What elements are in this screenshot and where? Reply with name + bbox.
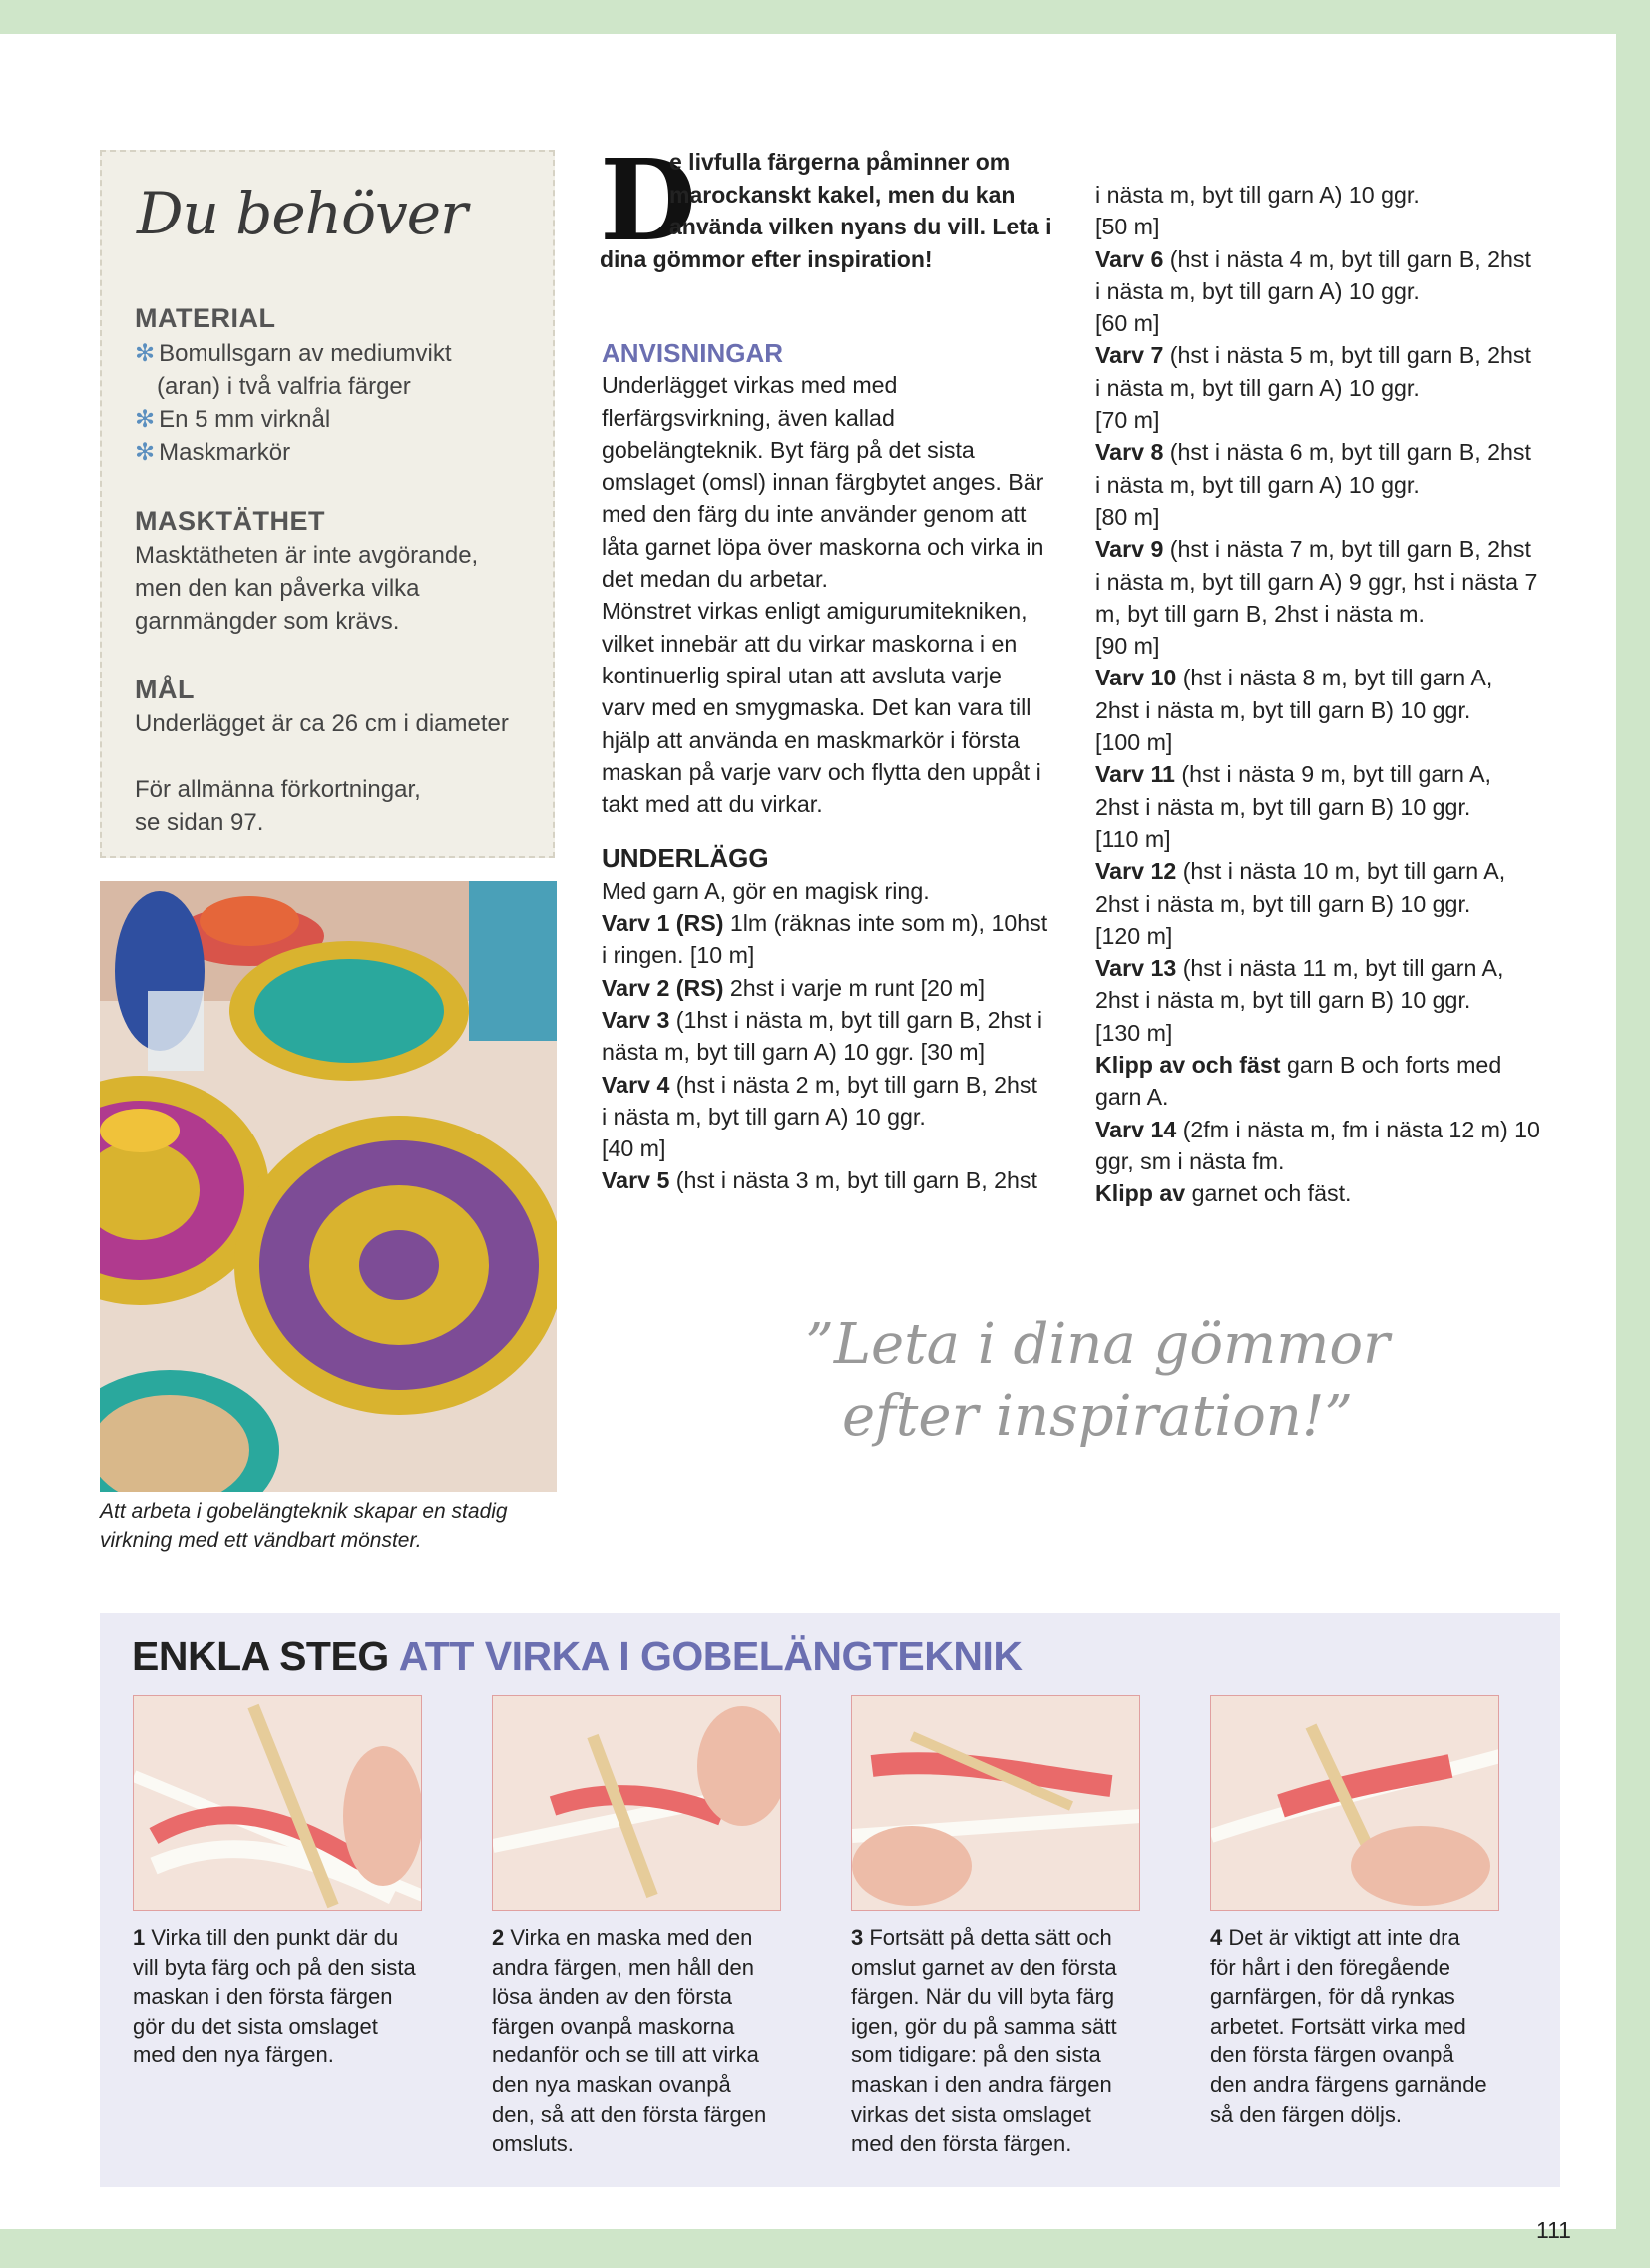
instructions-column xyxy=(602,337,1070,1197)
text-line: kontinuerlig spiral utan att avsluta varje xyxy=(602,662,1002,688)
step-text-line: garnfärgen, för då rynkas xyxy=(1210,1984,1455,2010)
material-item: (aran) i två valfria färger xyxy=(157,373,411,400)
step-text-line: maskan i den andra färgen xyxy=(851,2071,1112,2097)
pattern-line: i nästa m, byt till garn A) 10 ggr. xyxy=(1095,182,1420,208)
pattern-line: i nästa m, byt till garn A) 9 ggr, hst i nästa 7 xyxy=(1095,568,1538,595)
pattern-rows xyxy=(602,875,1070,1197)
pattern-line: [130 m] xyxy=(1095,1019,1173,1046)
pattern-line: Varv 2 (RS) 2hst i varje m runt [20 m] xyxy=(602,974,986,1001)
drop-cap: D xyxy=(600,136,697,266)
pattern-line: ggr, sm i nästa fm. xyxy=(1095,1147,1285,1174)
step-text-line: vill byta färg och på den sista xyxy=(133,1954,416,1980)
text-line: Underlägget virkas med med xyxy=(602,372,898,399)
magazine-page xyxy=(0,34,1616,2243)
pattern-line: Varv 1 (RS) 1lm (räknas inte som m), 10hst xyxy=(602,910,1048,937)
pattern-line: Klipp av och fäst garn B och forts med xyxy=(1095,1052,1502,1079)
pattern-line: 2hst i nästa m, byt till garn B) 10 ggr. xyxy=(1095,890,1471,917)
pattern-line: Varv 11 (hst i nästa 9 m, byt till garn A, xyxy=(1095,761,1491,788)
pattern-line: [120 m] xyxy=(1095,922,1173,949)
text-line: med den färg du inte använder genom att xyxy=(602,501,1027,528)
gauge-heading: MASKTÄTHET xyxy=(135,506,325,536)
step-number: 4 xyxy=(1210,1925,1223,1950)
text-line: flerfärgsvirkning, även kallad xyxy=(602,404,895,431)
pattern-line: Varv 13 (hst i nästa 11 m, byt till garn A, xyxy=(1095,955,1504,982)
pattern-line: 2hst i nästa m, byt till garn B) 10 ggr. xyxy=(1095,696,1471,723)
step-number: 3 xyxy=(851,1925,864,1950)
step-text-line: omsluts. xyxy=(492,2131,574,2157)
photo-caption: Att arbeta i gobelängteknik skapar en stadig virkning med ett vändbart mönster. xyxy=(100,1500,508,1552)
pattern-line: [50 m] xyxy=(1095,214,1160,240)
materials-sidebar xyxy=(100,150,555,858)
text-line: vilket innebär att du virkar maskorna i en xyxy=(602,630,1018,657)
step-text-line: 2 Virka en maska med den xyxy=(492,1925,753,1950)
pull-quote: ”Leta i dina gömmor efter inspiration!” xyxy=(805,1312,1390,1449)
step-4-photo xyxy=(1210,1695,1499,1911)
pattern-line: [110 m] xyxy=(1095,825,1171,852)
text-line: det medan du arbetar. xyxy=(602,566,828,593)
pattern-line: Varv 5 (hst i nästa 3 m, byt till garn B, 2hst xyxy=(602,1167,1037,1194)
intro-paragraph: e livfulla färgerna påminner om marockanskt kakel, men du kan använda vilken nyans du vill. Leta i dina gömmor efter inspiration! xyxy=(600,149,1052,272)
step-number: 1 xyxy=(133,1925,146,1950)
step-text-line: för hårt i den föregående xyxy=(1210,1954,1450,1980)
step-text-line: maskan i den första färgen xyxy=(133,1984,393,2010)
pattern-line: Varv 14 (2fm i nästa m, fm i nästa 12 m) 10 xyxy=(1095,1116,1540,1142)
step-text-line: färgen. När du vill byta färg xyxy=(851,1984,1115,2010)
pattern-line: [40 m] xyxy=(602,1135,666,1162)
pattern-line: [70 m] xyxy=(1095,407,1160,434)
step-4-text xyxy=(1210,1923,1499,2129)
steps-title: ENKLA STEG ATT VIRKA I GOBELÄNGTEKNIK xyxy=(132,1633,1023,1679)
size-text: Underlägget är ca 26 cm i diameter xyxy=(135,710,509,737)
pattern-rows xyxy=(1095,179,1574,1210)
placemat-heading: UNDERLÄGG xyxy=(602,843,769,874)
step-text-line: nedanför och se till att virka xyxy=(492,2042,759,2068)
text-line: varv med en smygmaska. Det kan vara till xyxy=(602,694,1031,721)
pattern-line: Varv 8 (hst i nästa 6 m, byt till garn B, 2hst xyxy=(1095,439,1531,466)
step-text-line: den, så att den första färgen xyxy=(492,2101,767,2127)
instructions-heading: ANVISNINGAR xyxy=(602,338,784,368)
pattern-line: 2hst i nästa m, byt till garn B) 10 ggr. xyxy=(1095,793,1471,820)
gauge-text: Masktätheten är inte avgörande, xyxy=(135,542,479,569)
size-heading: MÅL xyxy=(135,675,195,704)
pattern-line: i nästa m, byt till garn A) 10 ggr. xyxy=(1095,277,1420,304)
text-line: omslaget (omsl) innan färgbytet anges. Bär xyxy=(602,469,1044,496)
pattern-line: Varv 9 (hst i nästa 7 m, byt till garn B, 2hst xyxy=(1095,536,1531,563)
step-text-line: arbetet. Fortsätt virka med xyxy=(1210,2013,1466,2039)
step-text-line: den nya maskan ovanpå xyxy=(492,2071,731,2097)
snowflake-bullet-icon: ✻ xyxy=(135,439,156,466)
step-text-line: igen, gör du på samma sätt xyxy=(851,2013,1117,2039)
step-text-line: 3 Fortsätt på detta sätt och xyxy=(851,1925,1112,1950)
pattern-line: Varv 7 (hst i nästa 5 m, byt till garn B, 2hst xyxy=(1095,342,1531,369)
step-2-photo xyxy=(492,1695,781,1911)
material-item: ✻ Maskmarkör xyxy=(135,439,291,466)
pattern-line: Klipp av garnet och fäst. xyxy=(1095,1180,1352,1207)
step-text-line: så den färgen döljs. xyxy=(1210,2101,1403,2127)
pattern-line: Varv 12 (hst i nästa 10 m, byt till garn A, xyxy=(1095,858,1506,885)
pattern-line: Varv 4 (hst i nästa 2 m, byt till garn B, 2hst xyxy=(602,1071,1037,1098)
snowflake-bullet-icon: ✻ xyxy=(135,340,156,367)
pattern-line: Varv 10 (hst i nästa 8 m, byt till garn A, xyxy=(1095,665,1493,691)
step-text-line: gör du det sista omslaget xyxy=(133,2013,378,2039)
step-text-line: som tidigare: på den sista xyxy=(851,2042,1101,2068)
pattern-line: Varv 6 (hst i nästa 4 m, byt till garn B, 2hst xyxy=(1095,245,1531,272)
pattern-line: garn A. xyxy=(1095,1084,1169,1111)
abbreviations-note: se sidan 97. xyxy=(135,809,264,836)
gauge-text: men den kan påverka vilka xyxy=(135,575,420,602)
pattern-line: Med garn A, gör en magisk ring. xyxy=(602,877,930,904)
step-text-line: omslut garnet av den första xyxy=(851,1954,1117,1980)
text-line: låta garnet löpa över maskorna och virka in xyxy=(602,533,1044,560)
pattern-line: i ringen. [10 m] xyxy=(602,942,755,969)
pattern-line: i nästa m, byt till garn A) 10 ggr. xyxy=(1095,374,1420,401)
step-3-photo xyxy=(851,1695,1140,1911)
sidebar-title: Du behöver xyxy=(137,180,467,247)
text-line: maskan på varje varv och flytta den uppåt i xyxy=(602,758,1041,785)
step-1-text xyxy=(133,1923,422,2070)
instructions-text xyxy=(602,369,1070,820)
step-text-line: 1 Virka till den punkt där du xyxy=(133,1925,399,1950)
step-text-line: lösa änden av den första xyxy=(492,1984,732,2010)
pattern-line: m, byt till garn B, 2hst i nästa m. xyxy=(1095,600,1425,627)
step-text-line: den andra färgens garnände xyxy=(1210,2071,1487,2097)
step-1-photo xyxy=(133,1695,422,1911)
pattern-line: [100 m] xyxy=(1095,729,1173,756)
text-line: takt med att du virkar. xyxy=(602,791,823,818)
steps-box xyxy=(100,1613,1560,2187)
snowflake-bullet-icon: ✻ xyxy=(135,406,156,433)
step-2-text xyxy=(492,1923,781,2159)
step-text-line: den första färgen ovanpå xyxy=(1210,2042,1454,2068)
page-number: 111 xyxy=(1536,2217,1571,2243)
pattern-line: nästa m, byt till garn A) 10 ggr. [30 m] xyxy=(602,1039,986,1066)
pattern-line: [90 m] xyxy=(1095,633,1160,660)
step-text-line: färgen ovanpå maskorna xyxy=(492,2013,735,2039)
pattern-line: i nästa m, byt till garn A) 10 ggr. xyxy=(602,1103,926,1130)
text-line: gobelängteknik. Byt färg på det sista xyxy=(602,436,975,463)
material-item: ✻ En 5 mm virknål xyxy=(135,406,331,433)
step-text-line: virkas det sista omslaget xyxy=(851,2101,1091,2127)
pattern-line: [60 m] xyxy=(1095,310,1160,337)
material-heading: MATERIAL xyxy=(135,303,276,333)
pattern-line: Varv 3 (1hst i nästa m, byt till garn B, 2hst i xyxy=(602,1006,1043,1033)
pattern-line: [80 m] xyxy=(1095,503,1160,530)
gauge-text: garnmängder som krävs. xyxy=(135,608,400,635)
step-text-line: med den första färgen. xyxy=(851,2131,1072,2157)
material-item: ✻ Bomullsgarn av mediumvikt xyxy=(135,340,452,367)
pattern-line: i nästa m, byt till garn A) 10 ggr. xyxy=(1095,471,1420,498)
placemats-photo xyxy=(100,881,557,1492)
abbreviations-note: För allmänna förkortningar, xyxy=(135,776,421,803)
step-number: 2 xyxy=(492,1925,505,1950)
step-text-line: andra färgen, men håll den xyxy=(492,1954,754,1980)
text-line: hjälp att använda en maskmarkör i första xyxy=(602,726,1020,753)
text-line: Mönstret virkas enligt amigurumitekniken, xyxy=(602,598,1028,625)
step-3-text xyxy=(851,1923,1140,2159)
step-text-line: 4 Det är viktigt att inte dra xyxy=(1210,1925,1460,1950)
pattern-line: 2hst i nästa m, byt till garn B) 10 ggr. xyxy=(1095,987,1471,1014)
pattern-column xyxy=(1095,179,1574,1210)
step-text-line: med den nya färgen. xyxy=(133,2042,334,2068)
